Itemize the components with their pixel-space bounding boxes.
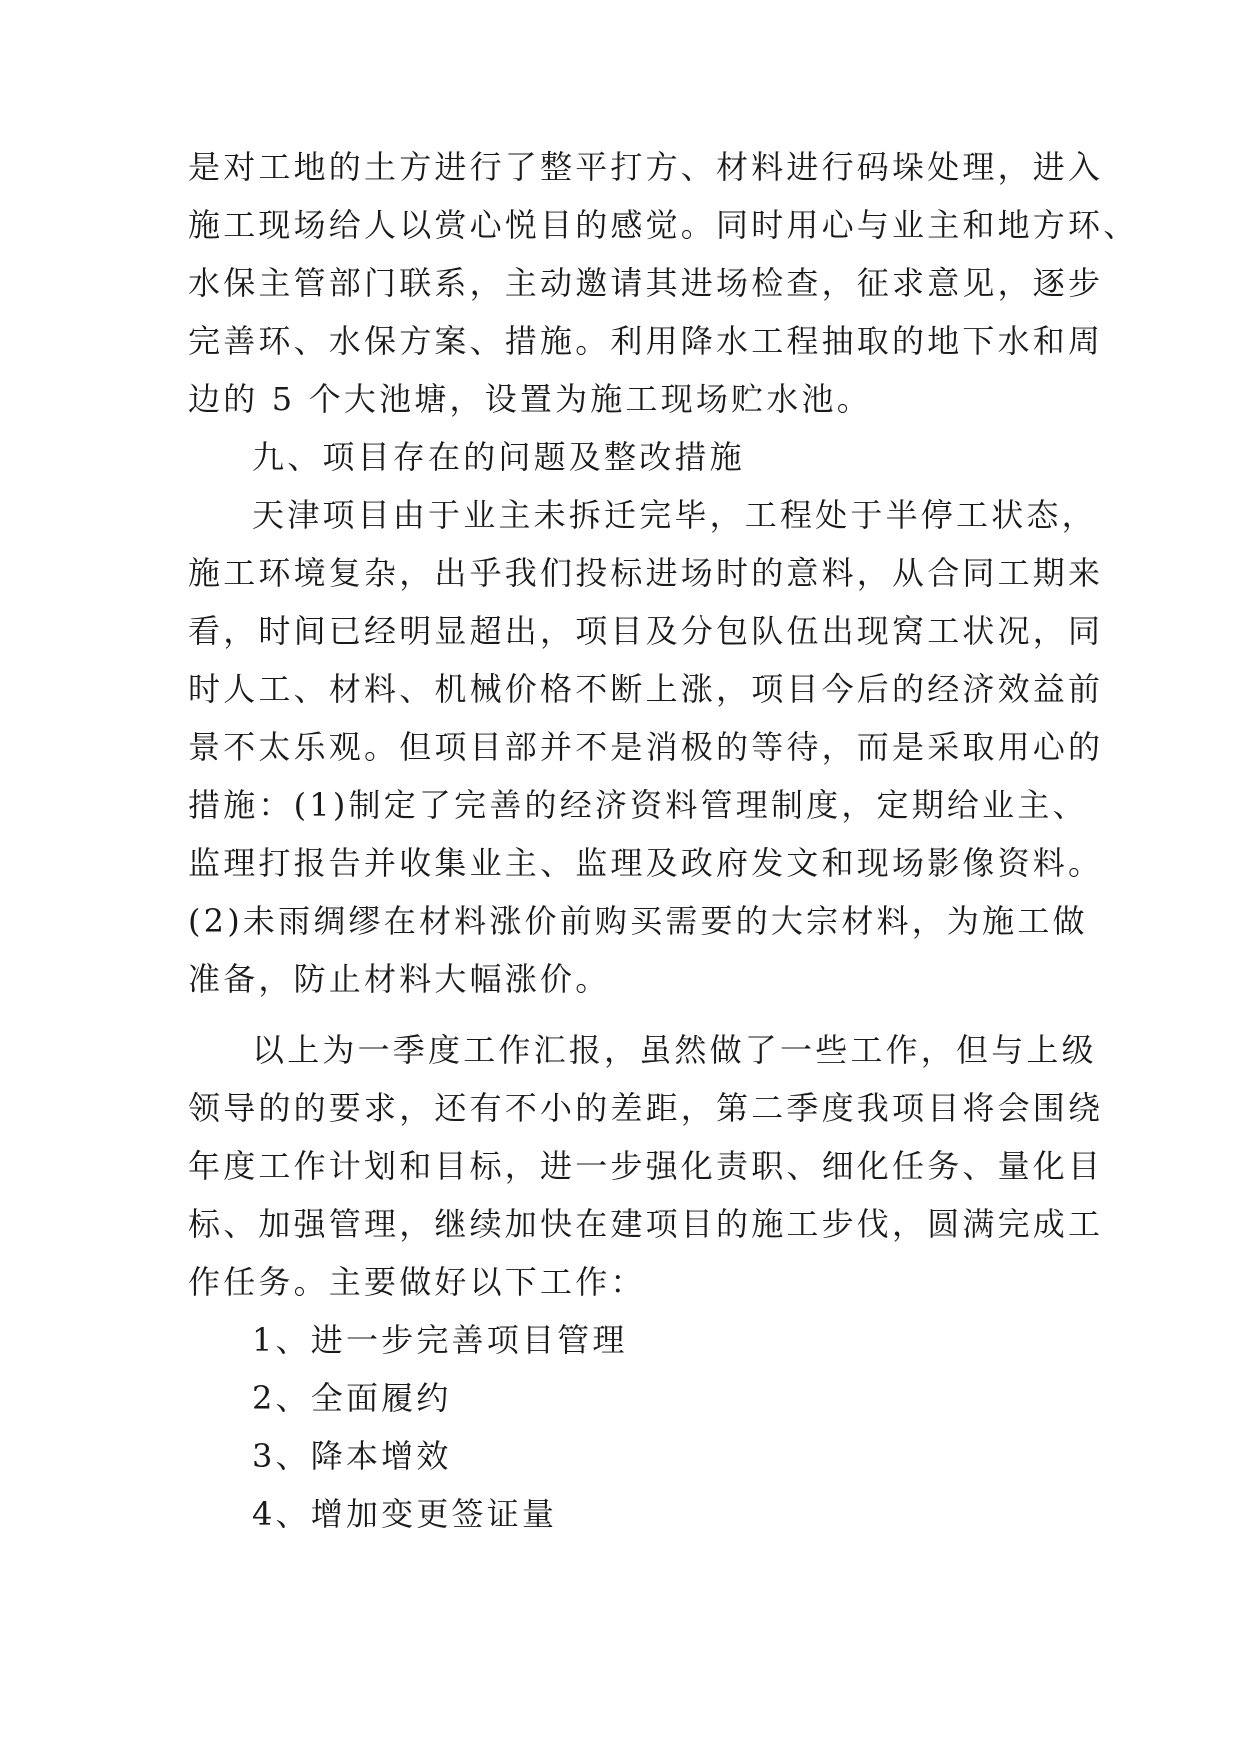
paragraph-line: 完善环、水保方案、措施。利用降水工程抽取的地下水和周 (188, 322, 1104, 360)
paragraph-line: 准备，防止材料大幅涨价。 (188, 960, 611, 998)
paragraph-line: 水保主管部门联系，主动邀请其进场检查，征求意见，逐步 (188, 264, 1104, 302)
list-item: 4、增加变更签证量 (252, 1495, 558, 1533)
paragraph-line: 以上为一季度工作汇报，虽然做了一些工作，但与上级 (252, 1031, 1097, 1069)
paragraph-line: 景不太乐观。但项目部并不是消极的等待，而是采取用心的 (188, 728, 1104, 766)
paragraph-line: 天津项目由于业主未拆迁完毕，工程处于半停工状态， (252, 496, 1097, 534)
paragraph-line: 施工环境复杂，出乎我们投标进场时的意料，从合同工期来 (188, 554, 1104, 592)
paragraph-line: 施工现场给人以赏心悦目的感觉。同时用心与业主和地方环、 (188, 206, 1139, 244)
paragraph-line: 作任务。主要做好以下工作： (188, 1263, 646, 1301)
section-heading: 九、项目存在的问题及整改措施 (252, 438, 745, 476)
paragraph-line: 措施：(1)制定了完善的经济资料管理制度，定期给业主、 (188, 786, 1088, 824)
paragraph-line: 是对工地的土方进行了整平打方、材料进行码垛处理，进入 (188, 148, 1104, 186)
paragraph-line: 领导的的要求，还有不小的差距，第二季度我项目将会围绕 (188, 1089, 1104, 1127)
paragraph-line: 年度工作计划和目标，进一步强化责职、细化任务、量化目 (188, 1147, 1104, 1185)
paragraph-line: (2)未雨绸缪在材料涨价前购买需要的大宗材料，为施工做 (188, 902, 1088, 940)
paragraph-line: 监理打报告并收集业主、监理及政府发文和现场影像资料。 (188, 844, 1104, 882)
paragraph-line: 标、加强管理，继续加快在建项目的施工步伐，圆满完成工 (188, 1205, 1104, 1243)
list-item: 3、降本增效 (252, 1437, 452, 1475)
paragraph-line: 看，时间已经明显超出，项目及分包队伍出现窝工状况，同 (188, 612, 1104, 650)
paragraph-line: 边的 5 个大池塘，设置为施工现场贮水池。 (188, 380, 872, 418)
list-item: 1、进一步完善项目管理 (252, 1321, 628, 1359)
list-item: 2、全面履约 (252, 1379, 452, 1417)
paragraph-line: 时人工、材料、机械价格不断上涨，项目今后的经济效益前 (188, 670, 1104, 708)
